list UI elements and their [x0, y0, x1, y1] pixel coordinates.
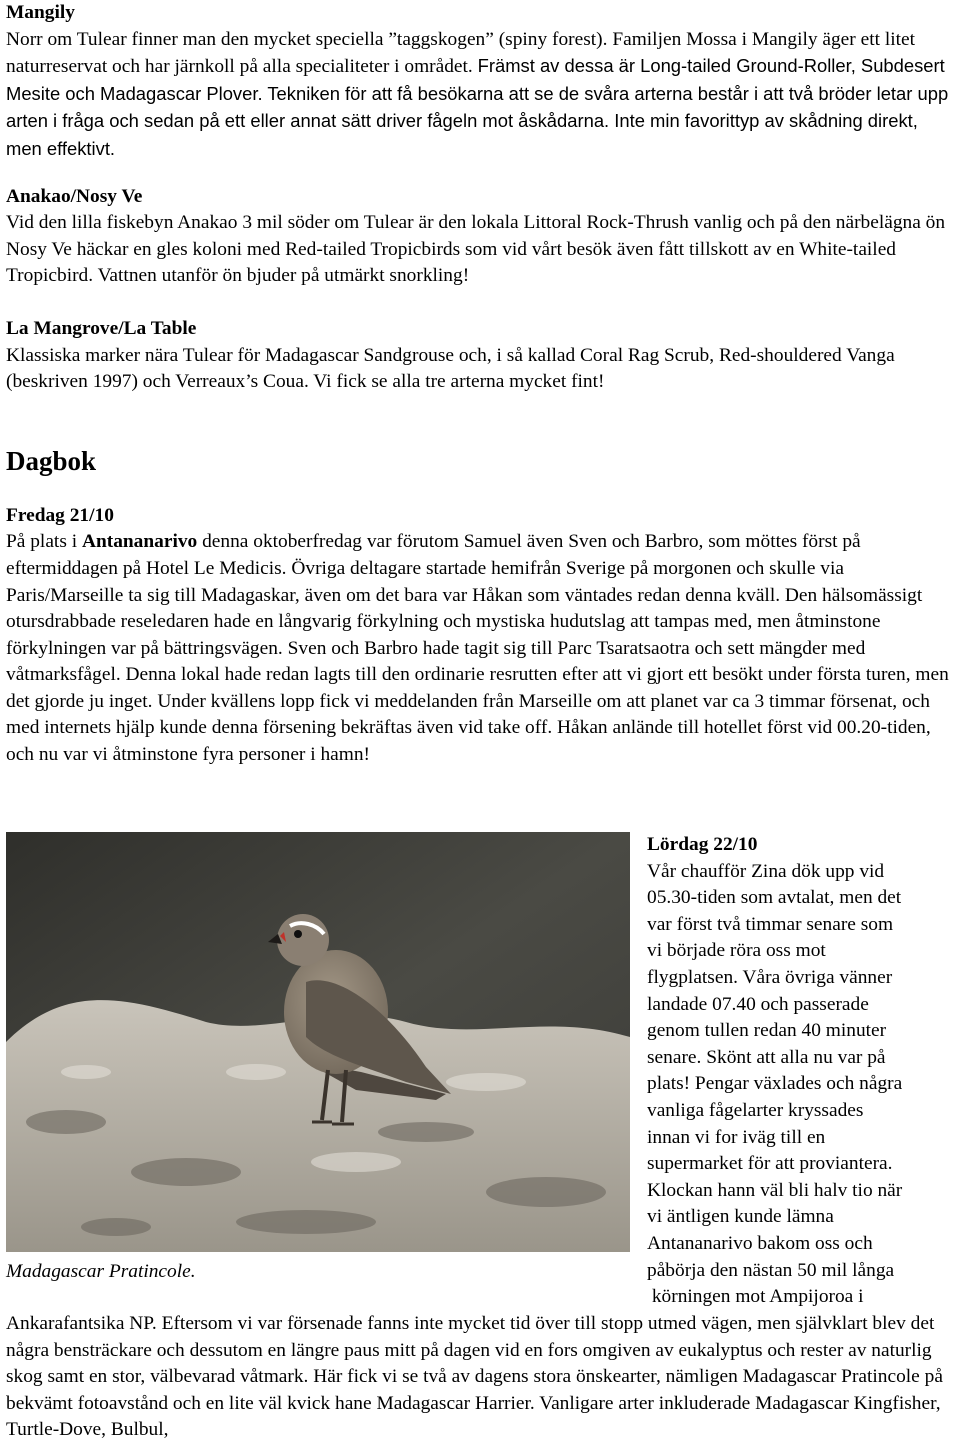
- paragraph-lordag-continuation: Ankarafantsika NP. Eftersom vi var försenade fanns inte mycket tid över till stopp utmed vägen, men självklart blev det några bensträckare och dessutom en längre paus mitt på dagen vid en fors omgiven av eukalyptus och rester av naturlig skog samt en stor, välbevarad våtmark. Här fick vi se två av dagens stora önskearter, nämligen Madagascar Pratincole på bekvämt fotoavstånd och en lite väl kvick hane Madagascar Harrier. Vanligare arter inkluderade Madagascar Kingfisher, Turtle-Dove, Bulbul,: [6, 1313, 943, 1441]
- lordag-line: genom tullen redan 40 minuter: [647, 1020, 887, 1042]
- paragraph-fredag: [6, 529, 956, 768]
- sidebar-column-lordag: [647, 832, 957, 1311]
- lordag-line: var först två timmar senare som: [647, 913, 894, 935]
- pratincole-image: [6, 832, 630, 1252]
- lordag-line: vi började röra oss mot: [647, 940, 826, 962]
- document-page: [6, 0, 956, 769]
- lordag-line: påbörja den nästan 50 mil långa: [647, 1259, 895, 1281]
- fredag-pre: På plats i: [6, 531, 82, 553]
- fredag-text: denna oktoberfredag var förutom Samuel även Sven och Barbro, som möttes först på eftermiddagen på Hotel Le Medicis. Övriga deltagare startade hemifrån Sverige på morgonen och skulle via Paris/Marseille ta sig till Madagaskar, även om det bara var Håkan som väntades redan denna kväll. Den hälsomässigt otursdrabbade reseledaren hade en långvarig förkylning och mystiska hudutslag att tampas med, men åtminstone förkylningen var på bättringsvägen. Sven och Barbro hade tagit sig till Parc Tsaratsaotra och sett mängder med våtmarksfågel. Denna lokal hade redan lagts till den ordinarie resrutten efter att vi gjort ett besökt under första turen, men det gjorde ju inget. Under kvällens lopp fick vi meddelanden från Marseille om att planet var ca 3 timmar försenat, och med internets hjälp kunde denna försening bekräftas även vid take off. Håkan anlände till hotellet först vid 00.20-tiden, och nu var vi åtminstone fyra personer i hamn!: [6, 531, 949, 766]
- paragraph-mangrove: Klassiska marker nära Tulear för Madagascar Sandgrouse och, i så kallad Coral Rag Scrub, Red-shouldered Vanga (beskriven 1997) och Verreaux’s Coua. Vi fick se alla tre arterna mycket fint!: [6, 344, 895, 393]
- section-heading-mangrove: La Mangrove/La Table: [6, 317, 197, 339]
- lordag-line: 05.30-tiden som avtalat, men det: [647, 887, 902, 909]
- lordag-line: supermarket för att proviantera.: [647, 1153, 893, 1175]
- day-heading-lordag: Lördag 22/10: [647, 834, 758, 855]
- lordag-line: Antananarivo bakom oss och: [647, 1232, 873, 1254]
- paragraph-mangily-sans: Främst av dessa är Long-tailed Ground-Roller, Subdesert Mesite och Madagascar Plover. Tekniken för att få besökarna att se de svåra arterna består i att två bröder letar upp arten i fråga och sedan på ett eller annat sätt driver fågeln mot åskådarna. Inte min favorittyp av skådning direkt, men effektivt.: [6, 55, 949, 159]
- lordag-line: Klockan hann väl bli halv tio när: [647, 1179, 903, 1201]
- lordag-line: landade 07.40 och passerade: [647, 993, 869, 1015]
- photo-caption: Madagascar Pratincole.: [6, 1261, 196, 1282]
- lordag-line: senare. Skönt att alla nu var på: [647, 1046, 886, 1068]
- paragraph-anakao: Vid den lilla fiskebyn Anakao 3 mil söder om Tulear är den lokala Littoral Rock-Thrush vanlig och på den närbelägna ön Nosy Ve häckar en gles koloni med Red-tailed Tropicbirds som vid vårt besök även fått tillskott av en White-tailed Tropicbird. Vattnen utanför ön bjuder på utmärkt snorkling!: [6, 212, 946, 287]
- lordag-line: innan vi for iväg till en: [647, 1126, 826, 1148]
- lordag-line: Vår chaufför Zina dök upp vid: [647, 860, 885, 882]
- fredag-place: Antananarivo: [81, 531, 198, 553]
- photo-madagascar-pratincole: [6, 832, 630, 1252]
- day-heading-fredag: Fredag 21/10: [6, 504, 114, 526]
- lordag-line: vi äntligen kunde lämna: [647, 1206, 834, 1228]
- lordag-line: flygplatsen. Våra övriga vänner: [647, 966, 893, 988]
- lordag-line: plats! Pengar växlades och några: [647, 1073, 903, 1095]
- paragraph-mangily-serif: Norr om Tulear finner man den mycket speciella ”taggskogen” (spiny forest). Familjen Mossa i Mangily äger ett litet naturreservat och har järnkoll på alla specialiteter i området.: [6, 28, 915, 78]
- heading-dagbok: Dagbok: [6, 445, 97, 476]
- paragraph-mangily: [6, 27, 956, 164]
- lordag-line: vanliga fågelarter kryssades: [647, 1099, 864, 1121]
- lordag-line: körningen mot Ampijoroa i: [647, 1286, 864, 1308]
- section-heading-mangily: Mangily: [6, 2, 75, 23]
- section-heading-anakao: Anakao/Nosy Ve: [6, 185, 143, 207]
